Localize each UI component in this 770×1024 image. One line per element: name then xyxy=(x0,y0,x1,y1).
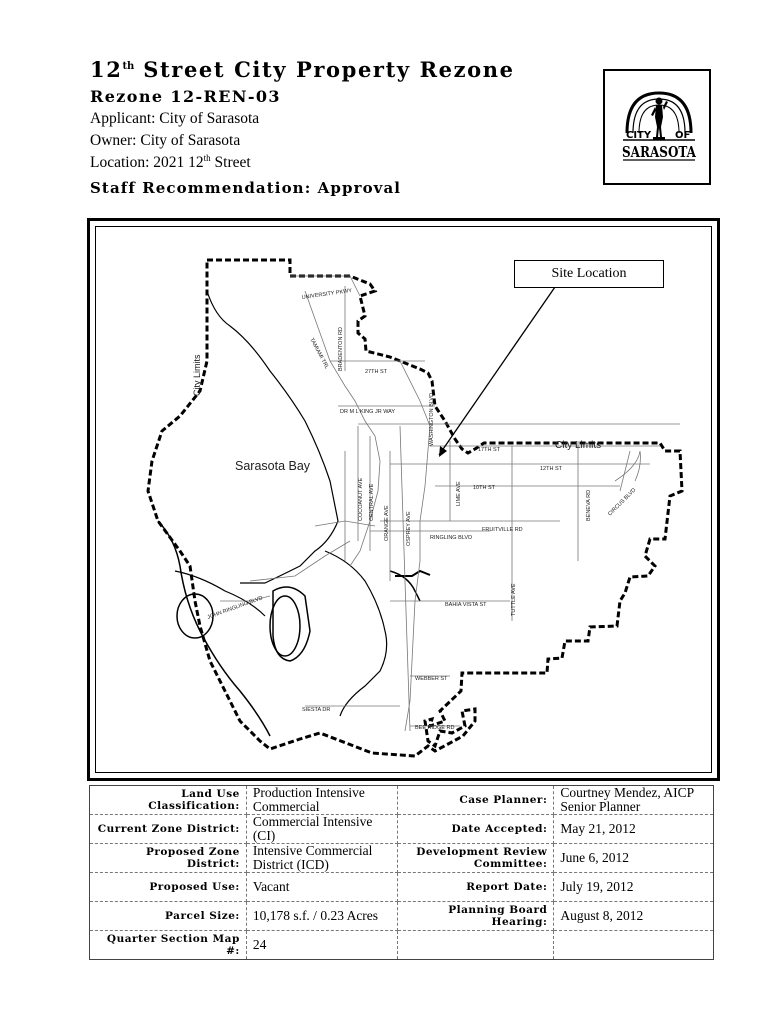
street-fruitville-rd: FRUITVILLE RD xyxy=(482,527,523,533)
value-proposed-zone: Intensive Commercial District (ICD) xyxy=(246,844,397,873)
street-university-pkwy: UNIVERSITY PKWY xyxy=(301,287,353,301)
statue-icon xyxy=(651,98,668,141)
street-central-ave: CENTRAL AVE xyxy=(369,483,375,521)
street-bahia-vista-st: BAHIA VISTA ST xyxy=(445,602,487,608)
label-report-date: Report Date: xyxy=(397,873,554,902)
label-drc: Development Review Committee: xyxy=(397,844,554,873)
street-lime-ave: LIME AVE xyxy=(456,481,462,506)
site-location-callout: Site Location xyxy=(514,260,664,288)
value-parcel-size: 10,178 s.f. / 0.23 Acres xyxy=(246,902,397,931)
value-pb-hearing: August 8, 2012 xyxy=(554,902,714,931)
city-limits-label-left: City Limits xyxy=(192,354,202,396)
table-row xyxy=(90,873,714,902)
value-drc: June 6, 2012 xyxy=(554,844,714,873)
bay-label: Sarasota Bay xyxy=(235,459,311,473)
street-beneva-rd: BENEVA RD xyxy=(586,489,592,521)
label-quarter-section: Quarter Section Map #: xyxy=(90,931,247,960)
city-limits-label-right: City Limits xyxy=(555,440,602,451)
table-row xyxy=(90,931,714,960)
label-case-planner: Case Planner: xyxy=(397,786,554,815)
staff-recommendation: Staff Recommendation: Approval xyxy=(90,179,402,197)
street-cocoanut-ave: COCOANUT AVE xyxy=(358,477,364,521)
label-proposed-use: Proposed Use: xyxy=(90,873,247,902)
value-current-zone: Commercial Intensive (CI) xyxy=(246,815,397,844)
table-row xyxy=(90,844,714,873)
value-case-planner: Courtney Mendez, AICP Senior Planner xyxy=(554,786,714,815)
street-12th-st: 12TH ST xyxy=(540,466,563,472)
logo-city-text: CITY xyxy=(626,130,652,141)
label-pb-hearing: Planning Board Hearing: xyxy=(397,902,554,931)
label-proposed-zone: Proposed Zone District: xyxy=(90,844,247,873)
owner-line: Owner: City of Sarasota xyxy=(90,132,241,149)
value-date-accepted: May 21, 2012 xyxy=(554,815,714,844)
street-osprey-ave: OSPREY AVE xyxy=(406,511,412,546)
location-map xyxy=(87,218,720,781)
location-line: Location: 2021 12th Street xyxy=(90,152,251,171)
label-current-zone: Current Zone District: xyxy=(90,815,247,844)
street-27th-st: 27TH ST xyxy=(365,369,388,375)
empty-cell xyxy=(554,931,714,960)
label-date-accepted: Date Accepted: xyxy=(397,815,554,844)
label-parcel-size: Parcel Size: xyxy=(90,902,247,931)
street-tuttle-ave: TUTTLE AVE xyxy=(511,583,517,616)
table-row xyxy=(90,902,714,931)
label-land-use: Land Use Classification: xyxy=(90,786,247,815)
value-quarter-section: 24 xyxy=(246,931,397,960)
street-bradenton-rd: BRADENTON RD xyxy=(338,327,344,371)
info-table xyxy=(89,785,714,960)
site-pointer-arrow xyxy=(439,287,555,455)
street-10th-st: 10TH ST xyxy=(473,485,496,491)
street-circus-blvd: CIRCUS BLVD xyxy=(607,487,638,518)
empty-cell xyxy=(397,931,554,960)
rezone-number: Rezone 12-REN-03 xyxy=(90,87,281,106)
street-mlk-way: DR M L KING JR WAY xyxy=(340,409,396,415)
page-header xyxy=(90,56,590,199)
table-row xyxy=(90,815,714,844)
street-webber-st: WEBBER ST xyxy=(415,676,448,682)
value-proposed-use: Vacant xyxy=(246,873,397,902)
value-land-use: Production Intensive Commercial xyxy=(246,786,397,815)
street-ringling-blvd: RINGLING BLVD xyxy=(430,535,473,541)
table-row xyxy=(90,786,714,815)
applicant-line: Applicant: City of Sarasota xyxy=(90,110,260,127)
page-title: 12th Street City Property Rezone xyxy=(90,57,515,82)
logo-name-text: SARASOTA xyxy=(622,143,697,161)
street-john-ringling-blvd: JOHN RINGLING BLVD xyxy=(206,595,264,621)
street-orange-ave: ORANGE AVE xyxy=(384,505,390,541)
value-report-date: July 19, 2012 xyxy=(554,873,714,902)
street-washington-blvd: WASHINGTON BLVD xyxy=(429,392,435,446)
street-siesta-dr: SIESTA DR xyxy=(302,707,331,713)
street-17th-st: 17TH ST xyxy=(478,447,501,453)
city-logo xyxy=(603,69,711,185)
street-bee-ridge-rd: BEE RIDGE RD xyxy=(415,725,455,731)
logo-of-text: OF xyxy=(675,130,691,141)
street-tamiami-trl: TAMIAMI TRL xyxy=(308,337,330,371)
